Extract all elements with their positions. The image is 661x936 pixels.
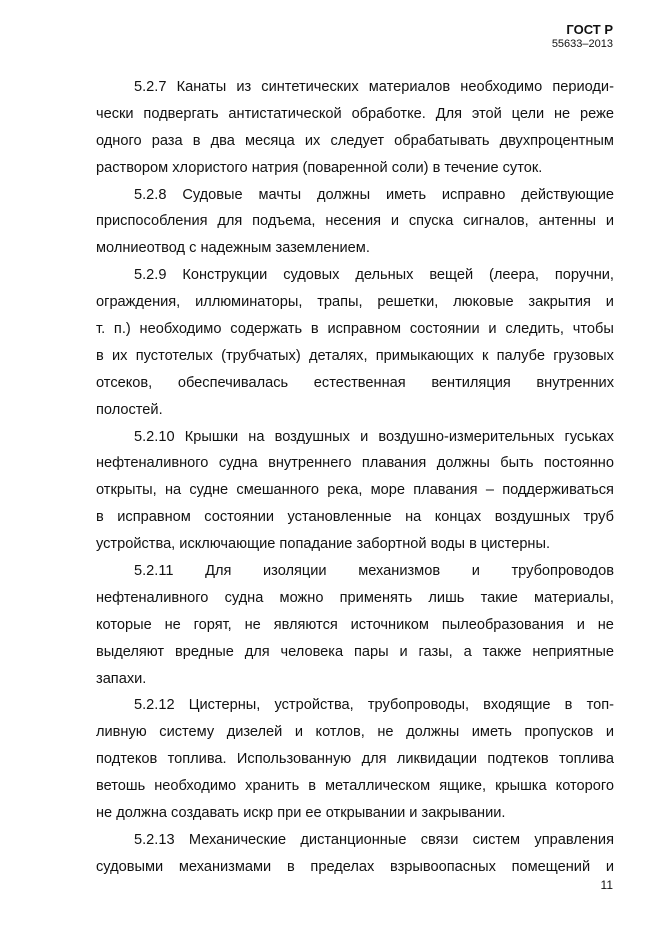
text-line: т. п.) необходимо содержать в исправном состоянии и следить, чтобы [96,321,614,338]
text-line: раствором хлористого натрия (поваренной соли) в течение суток. [96,159,543,176]
text-line: не должна создавать искр при ее открывании и закрывании. [96,805,506,822]
paragraph [96,74,614,182]
paragraph [96,182,614,263]
text-line: подтеков топлива. Использованную для ликвидации подтеков топлива [96,751,614,768]
text-line: ограждения, иллюминаторы, трапы, решетки, люковые закрытия и [96,294,614,311]
text-line: 5.2.11 Для изоляции механизмов и трубопроводов [134,563,614,580]
text-line: ветошь необходимо хранить в металлическом ящике, крышка которого [96,778,614,795]
paragraph [96,262,614,423]
page-header [552,22,613,52]
text-line: 5.2.10 Крышки на воздушных и воздушно-измерительных гуськах [134,428,614,445]
text-line: устройства, исключающие попадание забортной воды в цистерны. [96,536,551,553]
text-line: 5.2.8 Судовые мачты должны иметь исправно действующие [134,186,614,203]
text-line: судовыми механизмами в пределах взрывоопасных помещений и [96,858,614,875]
standard-number: 55633–2013 [551,38,613,51]
text-line: запахи. [96,670,147,687]
text-line: молниеотвод с надежным заземлением. [96,240,370,257]
text-line: выделяют вредные для человека пары и газы, а также неприятные [96,643,614,660]
text-line: 5.2.13 Механические дистанционные связи систем управления [134,831,614,848]
paragraph [96,558,614,692]
text-line: открыты, на судне смешанного река, море плавания – поддерживаться [96,482,614,499]
paragraph [96,827,614,881]
text-line: ливную систему дизелей и котлов, не должны иметь пропусков и [96,724,614,741]
text-line: нефтеналивного судна внутреннего плавания должны быть постоянно [96,455,614,472]
text-line: отсеков, обеспечивалась естественная вентиляция внутренних [96,374,614,391]
document-body [96,74,614,881]
text-line: нефтеналивного судна можно применять лишь такие материалы, [96,589,614,606]
text-line: в их пустотелых (трубчатых) деталях, примыкающих к палубе грузовых [96,347,614,364]
paragraph [96,424,614,558]
text-line: приспособления для подъема, несения и спуска сигналов, антенны и [96,213,614,230]
text-line: чески подвергать антистатической обработке. Для этой цели не реже [96,105,614,122]
text-line: в исправном состоянии установленные на концах воздушных труб [96,509,614,526]
standard-designation: ГОСТ Р [566,22,613,37]
text-line: одного раза в два месяца их следует обрабатывать двухпроцентным [96,132,614,149]
text-line: 5.2.12 Цистерны, устройства, трубопроводы, входящие в топ- [134,697,614,714]
text-line: 5.2.9 Конструкции судовых дельных вещей (леера, поручни, [134,267,614,284]
paragraph [96,692,614,826]
text-line: которые не горят, не являются источником пылеобразования и не [96,616,614,633]
page-number: 11 [600,878,613,892]
text-line: полостей. [96,401,163,418]
text-line: 5.2.7 Канаты из синтетических материалов необходимо периоди- [134,79,614,95]
